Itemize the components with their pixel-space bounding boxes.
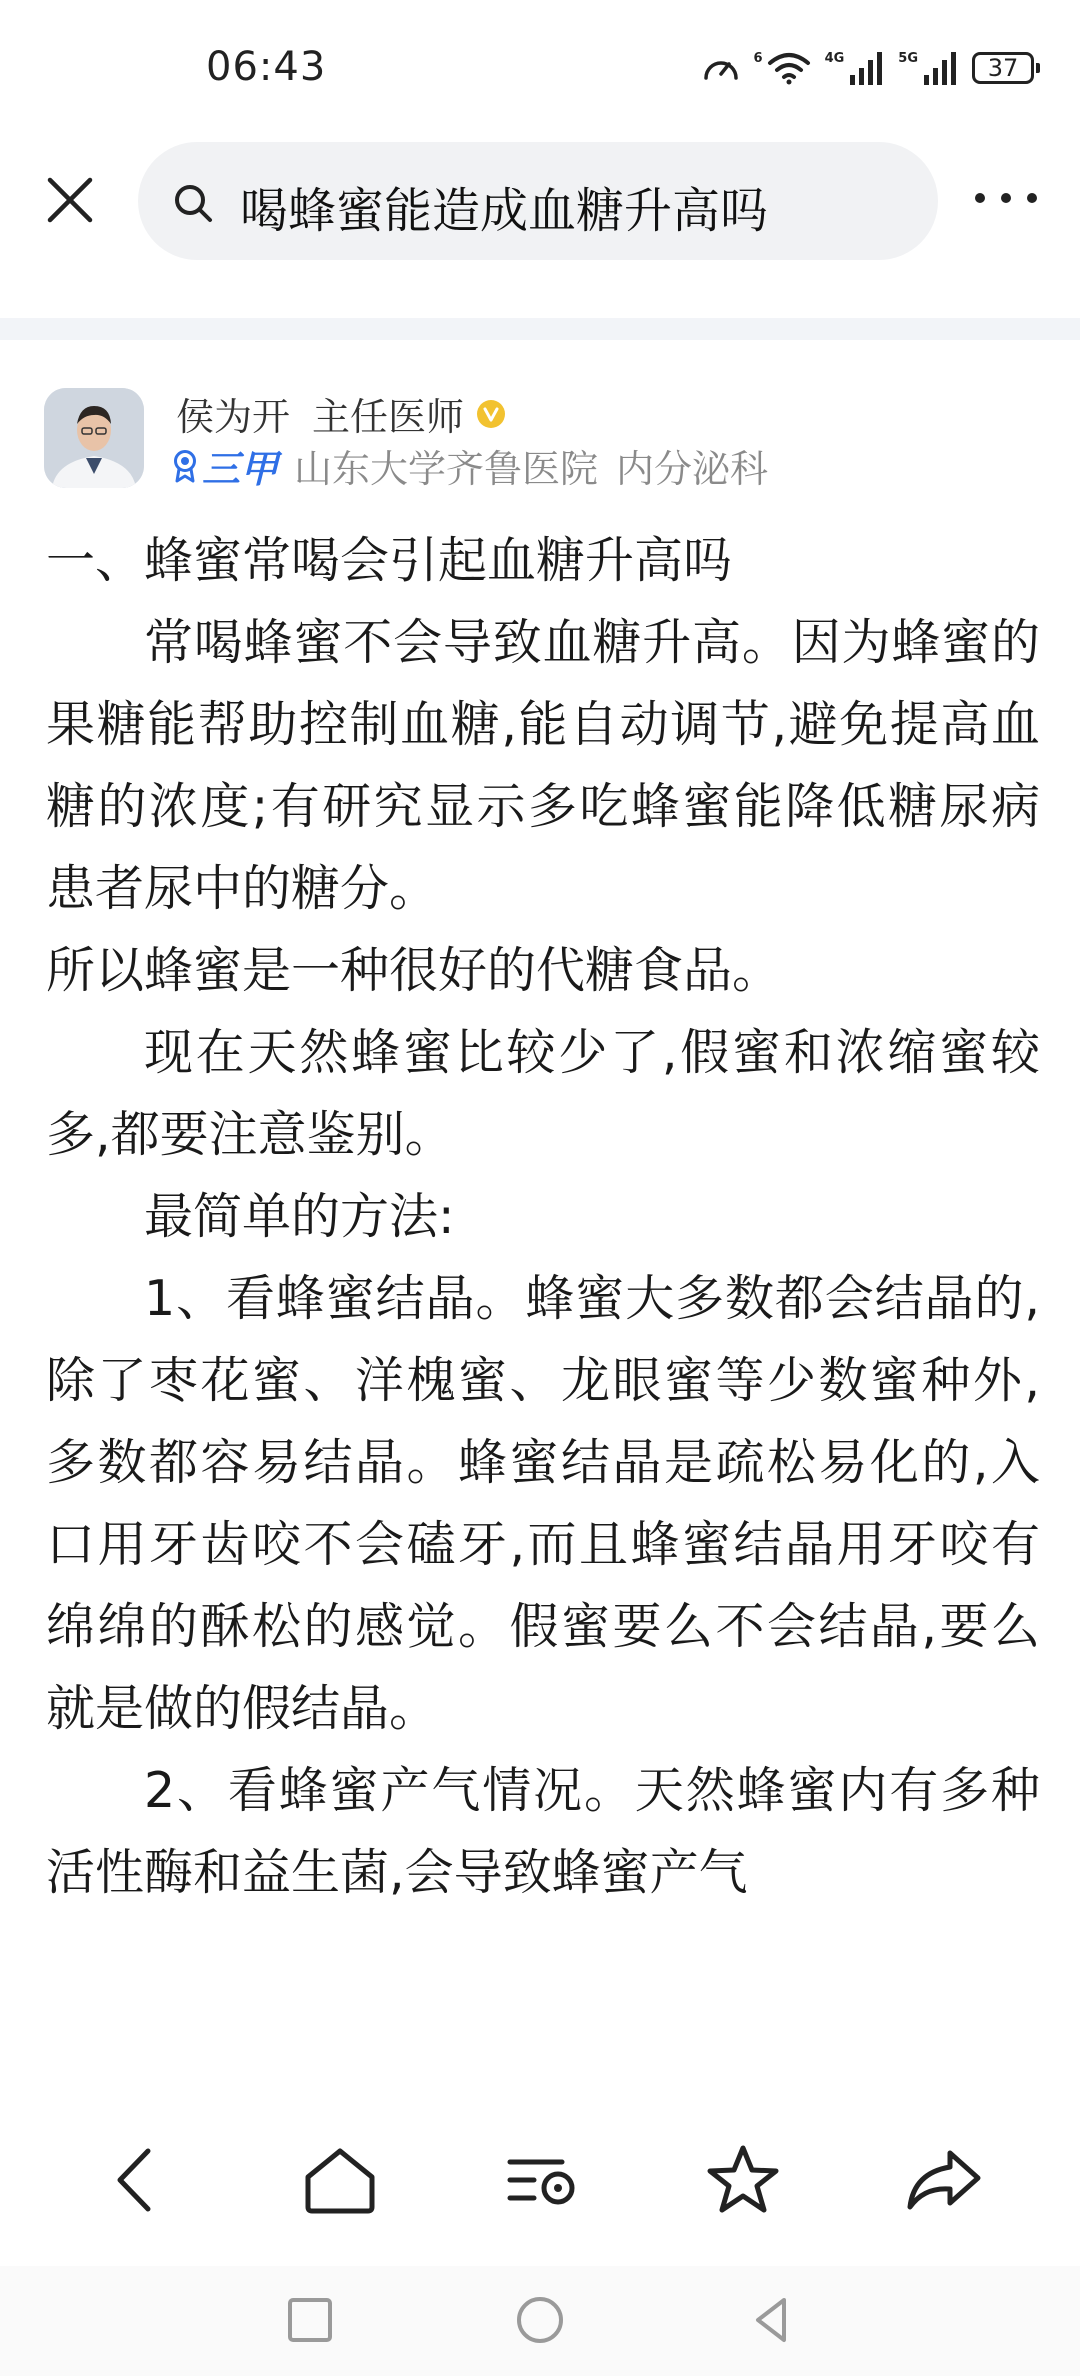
wifi-icon bbox=[767, 51, 811, 85]
department: 内分泌科 bbox=[616, 447, 769, 491]
tabs-icon bbox=[504, 2150, 584, 2210]
paragraph-3: 现在天然蜂蜜比较少了,假蜜和浓缩蜜较多,都要注意鉴别。 bbox=[46, 1024, 1040, 1163]
search-query: 喝蜂蜜能造成血糖升高吗 bbox=[240, 183, 769, 239]
share-button[interactable] bbox=[904, 2140, 984, 2220]
author-title: 主任医师 bbox=[312, 395, 465, 439]
article-heading: 一、蜂蜜常喝会引起血糖升高吗 bbox=[46, 532, 733, 589]
recent-apps-icon[interactable] bbox=[282, 2292, 338, 2348]
author-card[interactable] bbox=[0, 370, 1080, 500]
author-meta-row bbox=[172, 438, 768, 493]
paragraph-6: 2、看蜂蜜产气情况。天然蜂蜜内有多种活性酶和益生菌,会导致蜂蜜产气 bbox=[46, 1762, 1040, 1901]
more-icon[interactable] bbox=[966, 178, 1046, 218]
favorite-button[interactable] bbox=[703, 2140, 783, 2220]
paragraph-5: 1、看蜂蜜结晶。蜂蜜大多数都会结晶的,除了枣花蜜、洋槐蜜、龙眼蜜等少数蜜种外,多数都容易结晶。蜂蜜结晶是疏松易化的,入口用牙齿咬不会磕牙,而且蜂蜜结晶用牙咬有绵绵的酥松的感觉。假蜜要么不会结晶,要么就是做的假结晶。 bbox=[46, 1270, 1040, 1737]
speedometer-icon bbox=[702, 52, 740, 84]
status-time: 06:43 bbox=[206, 44, 327, 90]
back-button[interactable] bbox=[96, 2140, 176, 2220]
back-icon bbox=[106, 2145, 166, 2215]
home-icon bbox=[302, 2145, 378, 2215]
paragraph-2: 所以蜂蜜是一种很好的代糖食品。 bbox=[46, 942, 782, 999]
back-triangle-icon[interactable] bbox=[744, 2292, 800, 2348]
award-badge-icon bbox=[172, 449, 198, 483]
share-icon bbox=[904, 2145, 984, 2215]
hospital-name: 山东大学齐鲁医院 bbox=[294, 447, 599, 491]
search-bar[interactable] bbox=[138, 142, 938, 260]
hospital-grade: 三甲 bbox=[202, 447, 279, 491]
home-button[interactable] bbox=[300, 2140, 380, 2220]
status-bar bbox=[0, 0, 1080, 130]
signal-icon-1 bbox=[848, 51, 884, 85]
paragraph-1: 常喝蜂蜜不会导致血糖升高。因为蜂蜜的果糖能帮助控制血糖,能自动调节,避免提高血糖的浓度;有研究显示多吃蜂蜜能降低糖尿病患者尿中的糖分。 bbox=[46, 614, 1040, 917]
home-circle-icon[interactable] bbox=[512, 2292, 568, 2348]
section-divider bbox=[0, 318, 1080, 340]
author-name-row bbox=[176, 386, 506, 441]
avatar[interactable] bbox=[44, 388, 144, 488]
author-name: 侯为开 bbox=[176, 395, 291, 439]
paragraph-4: 最简单的方法: bbox=[144, 1188, 455, 1245]
status-icons bbox=[702, 48, 1034, 88]
system-navigation bbox=[0, 2266, 1080, 2376]
signal-icon-2 bbox=[922, 51, 958, 85]
bottom-toolbar bbox=[0, 2096, 1080, 2266]
tabs-button[interactable] bbox=[504, 2140, 584, 2220]
doctor-portrait bbox=[44, 388, 144, 488]
network-label-2: 4G bbox=[824, 50, 845, 66]
search-icon bbox=[172, 182, 214, 224]
network-label-3: 5G bbox=[898, 50, 918, 66]
close-icon[interactable] bbox=[40, 170, 100, 230]
favorite-icon bbox=[705, 2143, 781, 2217]
network-label-1: 6 bbox=[753, 50, 763, 66]
article-body bbox=[46, 520, 1040, 2096]
battery-icon: 37 bbox=[972, 52, 1034, 84]
search-header bbox=[0, 130, 1080, 270]
verified-badge-icon bbox=[476, 399, 506, 429]
